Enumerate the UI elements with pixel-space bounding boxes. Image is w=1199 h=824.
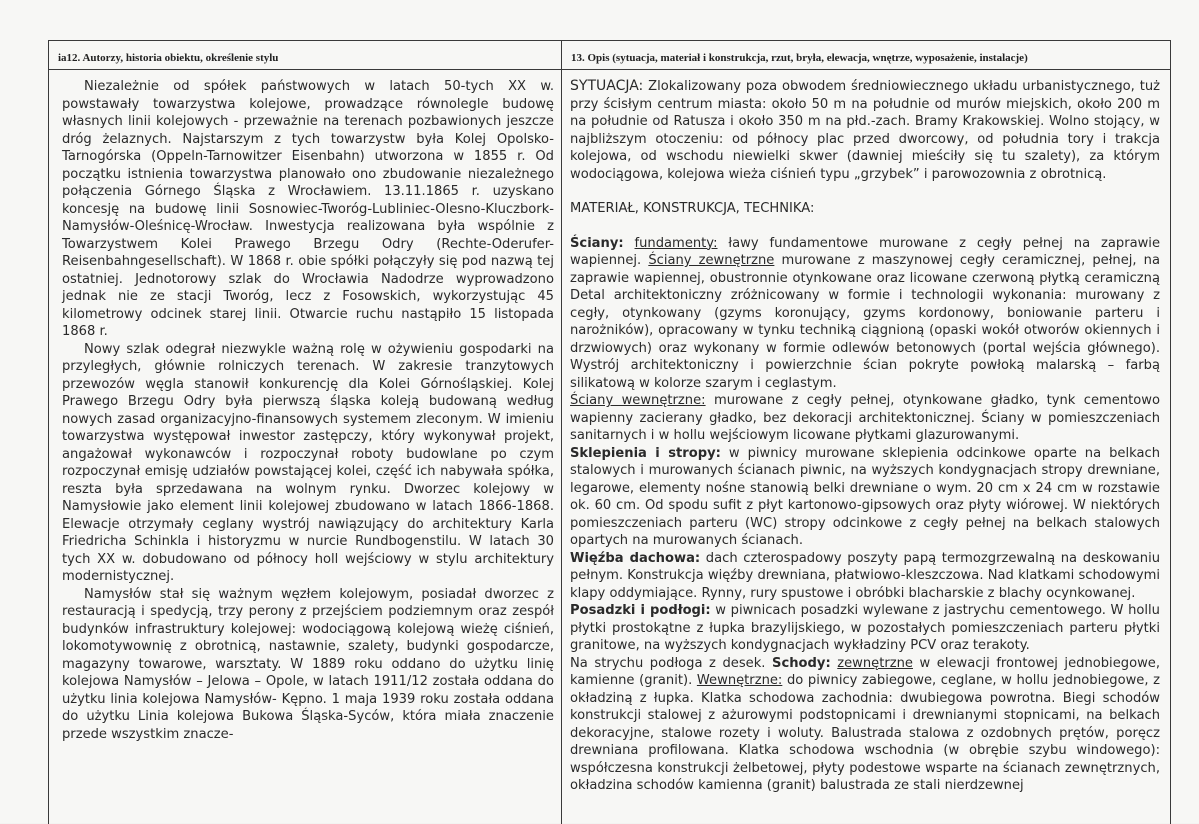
situation-paragraph bbox=[570, 78, 1160, 183]
floors-text: w piwnicach posadzki wylewane z jastrychu cementowego. W hollu płytki prostokątne z łupka brazylijskiego, w pozostałych pomieszczeniach parteru płytki granitowe, na wyższych kondygnacjach wykładziny PCV oraz terakoty. bbox=[570, 603, 1160, 653]
roof-paragraph bbox=[570, 550, 1160, 603]
right-section-header: 13. Opis (sytuacja, materiał i konstrukcja, rzut, bryła, elewacja, wnętrze, wyposażenie, instalacje) bbox=[571, 52, 1028, 64]
interior-walls-text: murowane z cegły pełnej, otynkowane gładko, tynk cementowo wapienny zacierany gładko, bez dekoracji architektonicznej. Ściany w pomieszczeniach sanitarnych i w hollu wejściowym licowane płytkami glazurowanymi. bbox=[570, 393, 1160, 443]
column-divider bbox=[561, 41, 562, 824]
situation-label: SYTUACJA: bbox=[570, 78, 644, 94]
material-heading: MATERIAŁ, KONSTRUKCJA, TECHNIKA: bbox=[570, 201, 815, 216]
left-section-header: ia12. Autorzy, historia obiektu, określenie stylu bbox=[58, 52, 279, 64]
interior-stairs-text: do piwnicy zabiegowe, ceglane, w hollu jednobiegowe, z okładziną z łupka. Klatka schodowa zachodnia: dwubiegowa powrotna. Biegi schodów konstrukcji stalowej z ażurowymi podstopnicami i drewnianymi stopnicami, na belkach dekoracyjne, stalowe rozety i woluty. Balustrada stalowa z ozdobnych prętów, poręcz drewniana profilowana. Klatka schodowa wschodnia (w obrębie szybu windowego): współczesna konstrukcji żelbetowej, płyty podestowe wsparte na ścianach zewnętrznych, okładzina schodów kamienna (granit) balustrada ze stali nierdzewnej bbox=[570, 673, 1160, 793]
interior-stairs-label: Wewnętrzne: bbox=[696, 673, 783, 688]
foundations-label: fundamenty: bbox=[634, 235, 718, 251]
interior-walls-paragraph bbox=[570, 392, 1160, 445]
history-paragraph-2: Nowy szlak odegrał niezwykle ważną rolę w ożywieniu gospodarki na przyległych, głównie rolniczych terenach. W zakresie tranzytowych przewozów węgla stanowił konkurencję dla Kolei Górnośląskiej. Kolej Prawego Brzegu Odry była pierwszą śląska koleją budowaną według nowych zasad organizacyjno-finansowych systemem zleconym. W imieniu towarzystwa występował inwestor zastępczy, który wykonywał projekt, angażował wykonawców i rozpoczynał roboty budowlane po czym rozpoczynał emisję udziałów powstającej kolei, część ich nabywała spółka, reszta była sprzedawana na wolnym rynku. Dworzec kolejowy w Namysłowie jako element linii kolejowej zbudowano w latach 1866-1868. Elewacje otrzymały ceglany wystrój nawiązujący do architektury Karla Friedricha Schinkla i historyzmu w nurcie Rundbogenstilu. W latach 30 tych XX w. dobudowano od północy holl wejściowy w stylu architektury modernistycznej. bbox=[62, 341, 554, 584]
foundations-text: ławy fundamentowe murowane z cegły pełnej na zaprawie wapiennej. bbox=[570, 235, 1161, 268]
exterior-stairs-label: zewnętrzne bbox=[837, 655, 913, 671]
roof-text: dach czterospadowy poszyty papą termozgrzewalną na deskowaniu pełnym. Konstrukcja więźby drewniana, płatwiowo-kleszczowa. Nad klatkami schodowymi klapy oddymiające. Rynny, rury spustowe i obróbki blacharskie z blachy ocynkowanej. bbox=[570, 550, 1161, 601]
floors-label: Posadzki i podłogi: bbox=[570, 603, 711, 618]
walls-label: Ściany: bbox=[570, 235, 624, 251]
walls-paragraph bbox=[570, 235, 1160, 393]
vaults-text: w piwnicy murowane sklepienia odcinkowe oparte na belkach stalowych i murowanych ścianach piwnic, na wyższych kondygnacjach stropy drewniane, legarowe, elementy nośne stanowią belki drewniane o wym. 20 cm x 24 cm w rozstawie ok. 60 cm. Od spodu sufit z płyt kartonowo-gipsowych oraz płyty wiórowej. W niektórych pomieszczeniach parteru (WC) stropy odcinkowe z cegły pełnej na belkach stalowych opartych na murowanych ścianach. bbox=[570, 445, 1160, 548]
stairs-paragraph bbox=[570, 655, 1160, 795]
form-frame bbox=[48, 40, 1171, 824]
attic-floor-text: Na strychu podłoga z desek. bbox=[570, 655, 773, 671]
history-paragraph-1: Niezależnie od spółek państwowych w latach 50-tych XX w. powstawały towarzystwa kolejowe, prowadzące równolegle budowę własnych linii kolejowych - przeważnie na terenach pozbawionych jeszcze dróg żelaznych. Najstarszym z tych towarzystw była Kolej Opolsko-Tarnogórska (Oppeln-Tarnowitzer Eisenbahn) utworzona w 1855 r. Od początku istnienia towarzystwa planowało ono zbudowanie niezależnego połączenia Górnego Śląska z Wrocławiem. 13.11.1865 r. uzyskano koncesję na budowę linii Sosnowiec-Tworóg-Lubliniec-Olesno-Kluczbork-Namysłów-Oleśnicę-Wrocław. Inwestycja realizowana była wspólnie z Towarzystwem Kolei Prawego Brzegu Odry (Rechte-Oderufer-Reisenbahngesellschaft). W 1868 r. obie spółki połączyły się pod nazwą tej ostatniej. Jednotorowy szlak do Wrocławia Nadodrze wyprowadzono jednak nie ze stacji Tworóg, lecz z Fosowskich, wykorzystując 45 kilometrowy odcinek starej linii. Otwarcie ruchu nastąpiło 15 listopada 1868 r. bbox=[62, 79, 554, 339]
interior-walls-label: Ściany wewnętrzne: bbox=[570, 393, 706, 408]
exterior-stairs-text: w elewacji frontowej jednobiegowe, kamienne (granit). bbox=[570, 655, 1161, 688]
vaults-paragraph bbox=[570, 445, 1160, 550]
history-paragraph-3: Namysłów stał się ważnym węzłem kolejowym, posiadał dworzec z restauracją i spedycją, trzy perony z przejściem podziemnym oraz zespół budynków infrastruktury kolejowej: wodociągową kolejową wieżę ciśnień, lokomotywownię z obrotnicą, nastawnie, szalety, budynki gospodarcze, magazyny towarowe, warsztaty. W 1889 roku oddano do użytku linię kolejowa Namysłów – Jelowa – Opole, w latach 1911/12 została oddana do użytku linia kolejowa Namysłów- Kępno. 1 maja 1939 roku została oddana do użytku Linia kolejowa Bukowa Śląska-Syców, która miała znaczenie przede wszystkim znacze- bbox=[62, 586, 554, 742]
vaults-label: Sklepienia i stropy: bbox=[570, 445, 721, 461]
exterior-walls-text: murowane z maszynowej cegły ceramicznej, pełnej, na zaprawie wapiennej, obustronnie otynkowane oraz licowane czerwoną płytką ceramiczną Detal architektoniczny zróżnicowany w formie i technologii wykonania: murowany z cegły, otynkowany (gzyms koronujący, gzyms kordonowy, boniowanie parteru i narożników), opracowany w tynku techniką ciągnioną (opaski wokół otworów okiennych i drzwiowych) oraz wykonany w formie odlewów betonowych (portal wejścia głównego). Wystrój architektoniczny i powierzchnie ścian pokryte powłoką malarską – farbą silikatową w kolorze szarym i ceglastym. bbox=[570, 253, 1160, 391]
stairs-label: Schody: bbox=[772, 655, 831, 671]
roof-label: Więźba dachowa: bbox=[570, 550, 701, 566]
description-column bbox=[570, 78, 1160, 795]
header-divider bbox=[49, 69, 1170, 70]
history-column bbox=[62, 78, 554, 743]
floors-paragraph bbox=[570, 602, 1160, 655]
situation-text: Zlokalizowany poza obwodem średniowiecznego układu urbanistycznego, tuż przy ścisłym centrum miasta: około 50 m na południe od murów miejskich, około 200 m na południe od Ratusza i około 350 m na płd.-zach. Bramy Krakowskiej. Wolno stojący, w najbliższym otoczeniu: od północy plac przed dworcowy, od południa tory i trakcja kolejowa, od wschodu niewielki skwer (dawniej mieściły się tu szalety), za którym wodociągowa, kolejowa wieża ciśnień typu „grzybek” i parowozownia z obrotnicą. bbox=[570, 79, 1160, 182]
exterior-walls-label: Ściany zewnętrzne bbox=[648, 253, 775, 268]
